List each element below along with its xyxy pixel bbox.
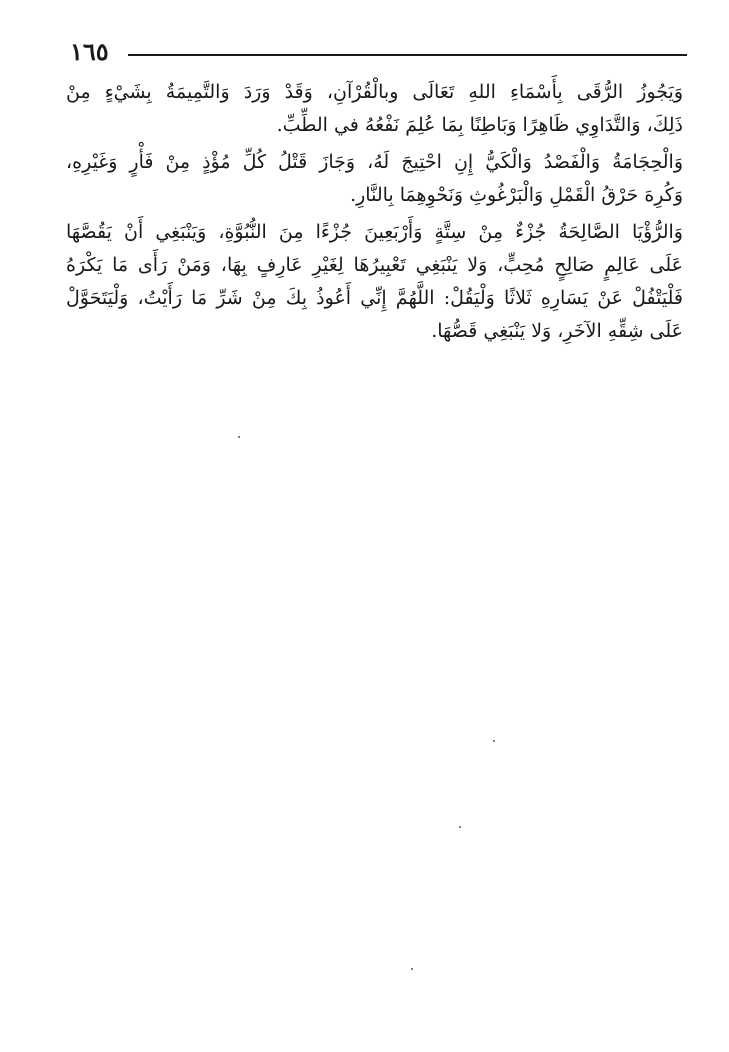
text-line: وَيَجُوزُ الرُّقَى بِأَسْمَاءِ اللهِ تَعَالَى وبالْقُرْآنِ، وَقَدْ وَرَدَ وَالتَّمِيمَةُ بِشَيْءٍ مِنْ <box>66 81 683 103</box>
text-line: وَالرُّؤْيَا الصَّالِحَةُ جُزْءٌ مِنْ سِتَّةٍ وَأَرْبَعِينَ جُزْءًا مِنَ النُّبُوَّةِ، وَيَنْبَغِي أَنْ يَقُصَّهَا <box>66 221 683 243</box>
scan-speck <box>238 436 240 438</box>
page-number: ١٦٥ <box>70 37 109 66</box>
scan-speck <box>411 968 413 970</box>
paragraph <box>66 216 683 348</box>
paragraph <box>66 146 683 212</box>
header-rule <box>128 54 687 56</box>
text-line: ذَلِكَ، وَالتَّدَاوِي ظَاهِرًا وَبَاطِنًا بِمَا عُلِمَ نَفْعُهُ في الطِّبِّ. <box>276 114 683 136</box>
text-line: وَالْحِجَامَةُ وَالْفَصْدُ وَالْكَيُّ إِنِ احْتِيجَ لَهُ، وَجَازَ قَتْلُ كُلِّ مُؤْذٍ مِنْ فَأْرٍ وَغَيْرِهِ، <box>66 151 683 173</box>
page-body <box>66 76 683 348</box>
text-line: عَلَى عَالِمٍ صَالِحٍ مُحِبٍّ، وَلا يَنْبَغِي تَعْبِيرُهَا لِغَيْرِ عَارِفٍ بِهَا، وَمَنْ رَأَى مَا يَكْرَهُ <box>66 254 683 276</box>
scan-speck <box>493 740 495 742</box>
text-line: وَكُرِهَ حَرْقُ الْقَمْلِ وَالْبَرْغُوثِ وَنَحْوِهِمَا بِالنَّارِ. <box>350 184 683 206</box>
scan-speck <box>459 826 461 828</box>
text-line: فَلْيَتْفُلْ عَنْ يَسَارِهِ ثَلاثًا وَلْيَقُلْ: اللَّهُمَّ إِنِّي أَعُوذُ بِكَ مِنْ شَرِّ مَا رَأَيْتُ، وَلْيَتَحَوَّلْ <box>66 287 683 309</box>
paragraph <box>66 76 683 142</box>
text-line: عَلَى شِقِّهِ الآخَرِ، وَلا يَنْبَغِي قَصُّهَا. <box>431 320 683 342</box>
